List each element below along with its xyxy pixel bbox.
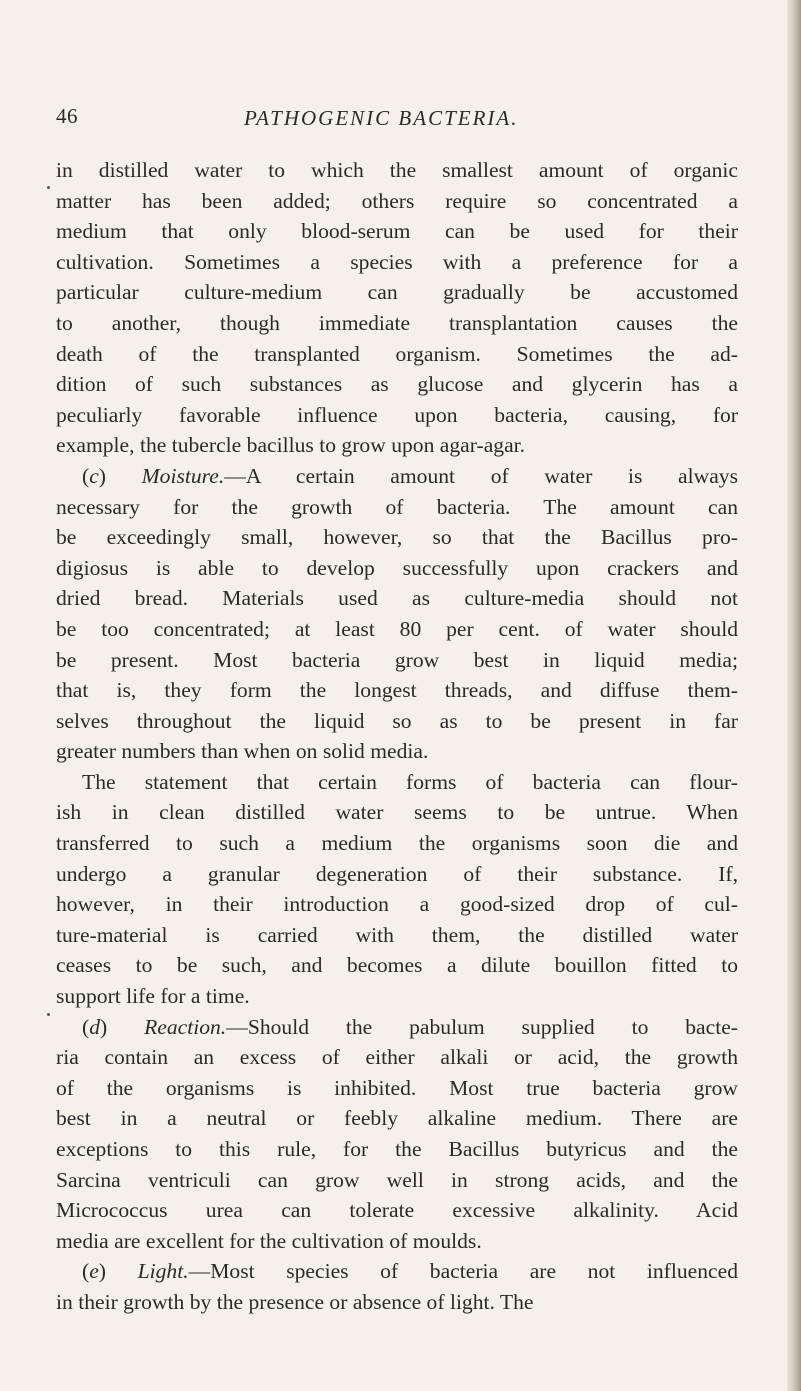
text-line (56, 583, 738, 614)
text-line (56, 339, 738, 370)
text-run: Sarcina ventriculi can grow well in strong acids, and the (56, 1167, 738, 1192)
page-edge (787, 0, 801, 1391)
text-line (56, 186, 738, 217)
text-line (56, 889, 738, 920)
page-number: 46 (56, 104, 78, 128)
text-run: Micrococcus urea can tolerate excessive alkalinity. Acid (56, 1198, 738, 1223)
text-run: exceptions to this rule, for the Bacillus butyricus and the (56, 1137, 738, 1161)
text-run: ) (98, 463, 142, 488)
text-run: ( (82, 1014, 90, 1039)
text-run: peculiarly favorable influence upon bacteria, causing, for (56, 402, 738, 427)
italic-text: c (89, 463, 99, 488)
text-run: in their growth by the presence or absence of light. The (56, 1289, 534, 1314)
text-line (56, 736, 738, 767)
text-line (56, 1287, 738, 1318)
text-line (56, 614, 738, 645)
page-header (56, 104, 756, 138)
text-run: be present. Most bacteria grow best in liquid media; (56, 647, 738, 672)
italic-text: e (89, 1259, 99, 1284)
text-run: ceases to be such, and becomes a dilute bouillon fitted to (56, 953, 738, 978)
text-line (56, 767, 738, 798)
italic-text: Moisture. (141, 463, 225, 488)
text-line (56, 155, 738, 186)
text-line (56, 1073, 738, 1104)
text-line (56, 216, 738, 247)
text-run: death of the transplanted organism. Sometimes the ad- (56, 341, 738, 366)
text-run: necessary for the growth of bacteria. The amount can (56, 494, 738, 519)
text-run: —A certain amount of water is always (224, 463, 738, 488)
text-run: ish in clean distilled water seems to be untrue. When (56, 800, 738, 825)
text-run: particular culture-medium can gradually be accustomed (56, 280, 738, 305)
text-run: in distilled water to which the smallest amount of organic (56, 158, 738, 182)
text-run: best in a neutral or feebly alkaline medium. There are (56, 1106, 738, 1131)
text-run: be exceedingly small, however, so that the Bacillus pro- (56, 525, 738, 550)
text-run: ) (100, 1014, 145, 1039)
margin-mark (47, 186, 50, 189)
text-run: of the organisms is inhibited. Most true bacteria grow (56, 1075, 738, 1100)
text-run: dried bread. Materials used as culture-media should not (56, 586, 738, 611)
margin-mark (47, 1013, 50, 1016)
text-run: greater numbers than when on solid media. (56, 739, 429, 764)
text-line (56, 645, 738, 676)
italic-text: Light. (137, 1259, 189, 1284)
text-line (56, 1195, 738, 1226)
text-line (56, 828, 738, 859)
text-run: digiosus is able to develop successfully upon crackers and (56, 555, 738, 580)
text-line (56, 492, 738, 523)
text-run: undergo a granular degeneration of their substance. If, (56, 861, 738, 886)
text-run: The statement that certain forms of bacteria can flour- (82, 769, 738, 794)
text-run: be too concentrated; at least 80 per cent. of water should (56, 616, 738, 641)
text-run: cultivation. Sometimes a species with a preference for a (56, 249, 738, 274)
text-line (56, 981, 738, 1012)
text-run: selves throughout the liquid so as to be present in far (56, 708, 738, 733)
text-run: to another, though immediate transplantation causes the (56, 310, 738, 335)
text-line (56, 675, 738, 706)
italic-text: d (89, 1014, 100, 1039)
text-line (56, 1103, 738, 1134)
text-run: dition of such substances as glucose and glycerin has a (56, 372, 738, 397)
text-run: ria contain an excess of either alkali or acid, the growth (56, 1045, 738, 1070)
text-line (56, 1256, 738, 1287)
text-run: ture-material is carried with them, the distilled water (56, 922, 738, 947)
text-line (56, 1012, 738, 1043)
text-line (56, 400, 738, 431)
text-line (56, 553, 738, 584)
running-head: PATHOGENIC BACTERIA. (244, 106, 519, 130)
text-run: that is, they form the longest threads, and diffuse them- (56, 678, 738, 703)
text-line (56, 308, 738, 339)
text-line (56, 277, 738, 308)
text-run: medium that only blood-serum can be used for their (56, 219, 738, 244)
text-run: matter has been added; others require so concentrated a (56, 188, 738, 213)
text-run: however, in their introduction a good-sized drop of cul- (56, 892, 738, 917)
body-text (56, 155, 738, 1318)
text-line (56, 1042, 738, 1073)
text-line (56, 859, 738, 890)
text-line (56, 706, 738, 737)
text-line (56, 522, 738, 553)
text-line (56, 920, 738, 951)
text-run: ( (82, 1259, 90, 1284)
text-line (56, 1226, 738, 1257)
text-run: ( (82, 463, 90, 488)
text-run: —Most species of bacteria are not influenced (188, 1259, 739, 1284)
text-line (56, 461, 738, 492)
text-line (56, 1134, 738, 1165)
text-run: transferred to such a medium the organisms soon die and (56, 831, 738, 856)
text-line (56, 369, 738, 400)
text-run: ) (98, 1259, 138, 1284)
text-line (56, 1165, 738, 1196)
text-run: —Should the pabulum supplied to bacte- (226, 1014, 738, 1039)
text-run: support life for a time. (56, 984, 250, 1009)
text-line (56, 797, 738, 828)
text-run: example, the tubercle bacillus to grow upon agar-agar. (56, 433, 526, 458)
text-line (56, 247, 738, 278)
text-line (56, 430, 738, 461)
italic-text: Reaction. (144, 1014, 227, 1039)
text-line (56, 950, 738, 981)
text-run: media are excellent for the cultivation of moulds. (56, 1228, 482, 1253)
